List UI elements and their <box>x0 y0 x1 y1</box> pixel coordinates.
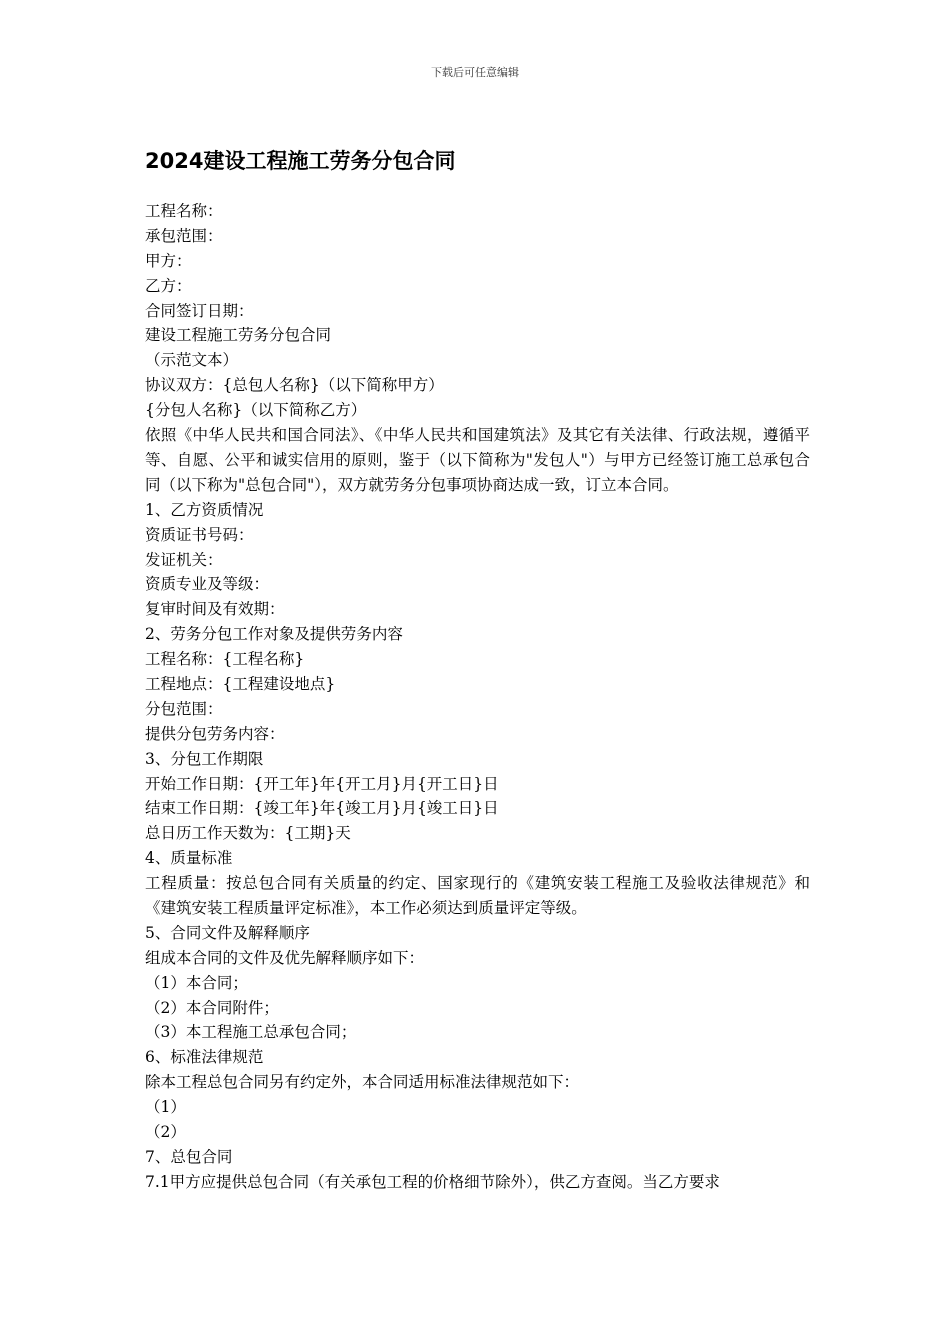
contract-subtitle: 建设工程施工劳务分包合同 <box>145 326 332 345</box>
section-line: 总日历工作天数为：{工期}天 <box>145 824 351 843</box>
parties-line-a: 协议双方：{总包人名称}（以下简称甲方） <box>145 376 444 395</box>
list-item: （1）本合同； <box>145 973 248 992</box>
document-title: 2024建设工程施工劳务分包合同 <box>145 149 456 173</box>
section-line: 发证机关： <box>145 550 223 569</box>
list-item: （3）本工程施工总承包合同； <box>145 1023 357 1042</box>
section-line: 工程地点：{工程建设地点} <box>145 674 336 693</box>
sample-text-note: （示范文本） <box>145 351 239 370</box>
section-line: 结束工作日期：{竣工年}年{竣工月}月{竣工日}日 <box>145 799 499 818</box>
section-line: 复审时间及有效期： <box>145 600 285 619</box>
field-signing-date: 合同签订日期： <box>145 301 254 320</box>
section-heading: 5、合同文件及解释顺序 <box>145 923 310 942</box>
section-heading: 4、质量标准 <box>145 849 233 868</box>
document-body <box>145 199 810 1195</box>
section-heading: 2、劳务分包工作对象及提供劳务内容 <box>145 625 403 644</box>
parties-line-b: {分包人名称}（以下简称乙方） <box>145 401 367 420</box>
section-line: 资质证书号码： <box>145 525 254 544</box>
section-heading: 1、乙方资质情况 <box>145 500 264 519</box>
section-line: 提供分包劳务内容： <box>145 724 285 743</box>
section-line: 工程名称：{工程名称} <box>145 650 305 669</box>
list-item: （2）本合同附件； <box>145 998 279 1017</box>
intro-paragraph: 依照《中华人民共和国合同法》、《中华人民共和国建筑法》及其它有关法律、行政法规，遵循平等、自愿、公平和诚实信用的原则，鉴于（以下简称为"发包人"）与甲方已经签订施工总承包合同（以下称为"总包合同"），双方就劳务分包事项协商达成一致，订立本合同。 <box>145 426 810 494</box>
list-item: （2） <box>145 1123 186 1142</box>
section-heading: 6、标准法律规范 <box>145 1048 264 1067</box>
section-line: 组成本合同的文件及优先解释顺序如下： <box>145 948 425 967</box>
list-item: （1） <box>145 1098 186 1117</box>
section-line: 资质专业及等级： <box>145 575 270 594</box>
section-line: 开始工作日期：{开工年}年{开工月}月{开工日}日 <box>145 774 499 793</box>
section-heading: 3、分包工作期限 <box>145 749 264 768</box>
section-line: 7.1甲方应提供总包合同（有关承包工程的价格细节除外），供乙方查阅。当乙方要求 <box>145 1172 720 1191</box>
page-header-note: 下载后可任意编辑 <box>431 66 519 79</box>
section-heading: 7、总包合同 <box>145 1147 233 1166</box>
field-contract-scope: 承包范围： <box>145 226 223 245</box>
section-line: 除本工程总包合同另有约定外，本合同适用标准法律规范如下： <box>145 1073 580 1092</box>
field-party-b: 乙方： <box>145 276 192 295</box>
field-party-a: 甲方： <box>145 251 192 270</box>
section-line: 分包范围： <box>145 699 223 718</box>
field-project-name: 工程名称： <box>145 202 223 220</box>
quality-paragraph: 工程质量：按总包合同有关质量的约定、国家现行的《建筑安装工程施工及验收法律规范》和《建筑安装工程质量评定标准》，本工作必须达到质量评定等级。 <box>145 874 810 917</box>
